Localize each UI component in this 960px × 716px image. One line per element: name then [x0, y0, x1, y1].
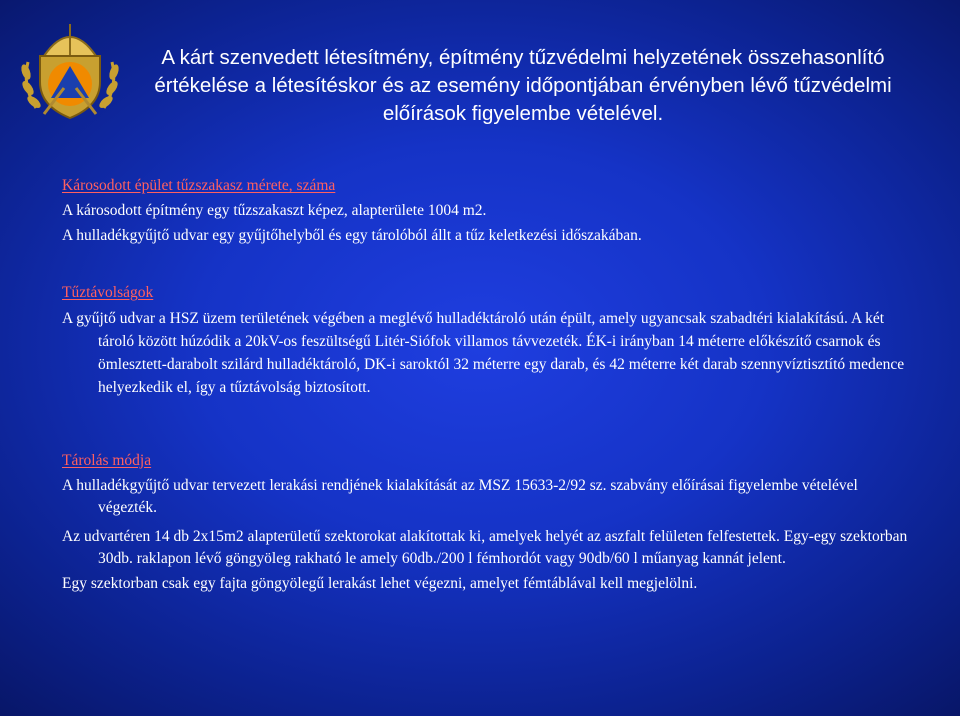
section-heading: Károsodott épület tűzszakasz mérete, száma	[62, 177, 336, 194]
paragraph: A hulladékgyűjtő udvar tervezett lerakási rendjének kialakítását az MSZ 15633-2/92 sz. szabvány előírásai figyelembe vételével végezték.	[62, 477, 858, 516]
title-line: értékelése a létesítéskor és az esemény időpontjában érvényben lévő tűzvédelmi	[154, 74, 892, 97]
paragraph: A gyűjtő udvar a HSZ üzem területének végében a meglévő hulladéktároló után épült, amely ugyancsak szabadtéri kialakítású. A két tároló között húzódik a 20kV-os feszültségű Litér-Siófok villamos távvezeték. ÉK-i irányban 14 méterre előkészítő csarnok és ömlesztett-darabolt szilárd hulladéktároló, DK-i saroktól 32 méterre egy darab, és 42 méterre két darab szennyvíztisztító medence helyezkedik el, így a tűztávolság biztosított.	[62, 310, 905, 396]
section-fire-compartment	[62, 175, 912, 247]
title-line: A kárt szenvedett létesítmény, építmény tűzvédelmi helyzetének összehasonlító	[161, 46, 885, 69]
section-fire-distances	[62, 282, 912, 399]
slide-title	[128, 44, 918, 128]
paragraph: Egy szektorban csak egy fajta göngyölegű lerakást lehet végezni, amelyet fémtáblával kell megjelölni.	[62, 575, 698, 592]
paragraph: A károsodott építmény egy tűzszakaszt képez, alapterülete 1004 m2.	[62, 202, 487, 219]
paragraph: A hulladékgyűjtő udvar egy gyűjtőhelyből és egy tárolóból állt a tűz keletkezési időszakában.	[62, 227, 642, 244]
section-storage-method	[62, 450, 912, 595]
section-heading: Tárolás módja	[62, 452, 152, 469]
fire-service-emblem-icon	[14, 16, 126, 124]
paragraph: Az udvartéren 14 db 2x15m2 alapterületű szektorokat alakítottak ki, amelyek helyét az aszfalt felületen felfestettek. Egy-egy szektorban 30db. raklapon lévő göngyöleg rakható le amely 60db./200 l fémhordót vagy 90db/60 l műanyag kannát jelent.	[62, 528, 908, 567]
section-heading: Tűztávolságok	[62, 284, 154, 301]
title-line: előírások figyelembe vételével.	[382, 102, 664, 125]
